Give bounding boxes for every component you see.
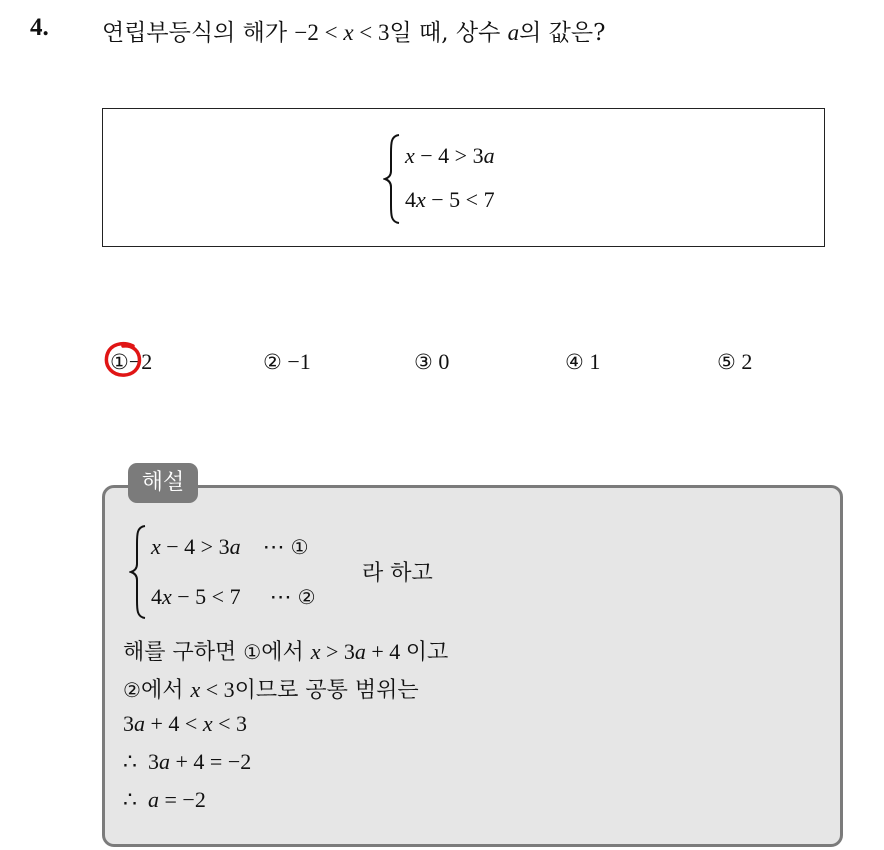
choice-3[interactable]: [414, 349, 449, 375]
solution-box: [102, 485, 843, 847]
choice-mark: ⑤: [717, 350, 736, 374]
left-brace-icon: [129, 524, 147, 620]
question-number: 4.: [30, 14, 49, 41]
choice-mark: ③: [414, 350, 433, 374]
solution-line-4: ②에서 x < 3이므로 공통 범위는: [123, 677, 419, 703]
given-line-1: x − 4 > 3a: [405, 143, 495, 168]
therefore-icon: ∴: [123, 749, 137, 774]
choice-value: 2: [741, 349, 753, 374]
given-system: [383, 133, 495, 225]
solution-system: [129, 524, 316, 620]
question-text-before: 연립부등식의 해가: [102, 20, 295, 46]
choice-value: 0: [438, 349, 450, 374]
solution-label: 해설: [128, 463, 198, 503]
solution-line-7: ∴ a = −2: [123, 787, 206, 812]
solution-system-line-1: x − 4 > 3a ⋯ ①: [151, 534, 309, 559]
choice-2[interactable]: [263, 349, 311, 375]
question-condition-after: < 3: [353, 20, 390, 45]
choice-value: −1: [287, 349, 311, 374]
question-text: [102, 14, 605, 47]
choice-5[interactable]: [717, 349, 752, 375]
solution-system-line-2: 4x − 5 < 7 ⋯ ②: [151, 584, 316, 609]
choice-mark: ④: [565, 350, 584, 374]
given-line-2: 4x − 5 < 7: [405, 187, 495, 212]
choice-value: −2: [128, 349, 153, 374]
choice-4[interactable]: [565, 349, 600, 375]
left-brace-icon: [383, 133, 401, 225]
solution-line-3: 해를 구하면 ①에서 x > 3a + 4 이고: [123, 639, 449, 665]
therefore-icon: ∴: [123, 787, 137, 812]
choice-1[interactable]: [110, 349, 152, 375]
choice-mark: ①: [110, 350, 129, 374]
question-text-after: 의 값은?: [519, 20, 606, 46]
solution-system-suffix: 라 하고: [362, 561, 433, 586]
question-condition: −2 <: [294, 20, 344, 45]
solution-line-6: ∴ 3a + 4 = −2: [123, 749, 252, 774]
question-var-x: x: [343, 20, 354, 45]
given-system-box: [102, 108, 825, 247]
solution-line-5: 3a + 4 < x < 3: [123, 711, 248, 736]
answer-choices: [0, 349, 884, 385]
question-var-a: a: [507, 20, 520, 45]
question-text-mid: 일 때, 상수: [389, 20, 508, 46]
choice-mark: ②: [263, 350, 282, 374]
choice-value: 1: [589, 349, 601, 374]
